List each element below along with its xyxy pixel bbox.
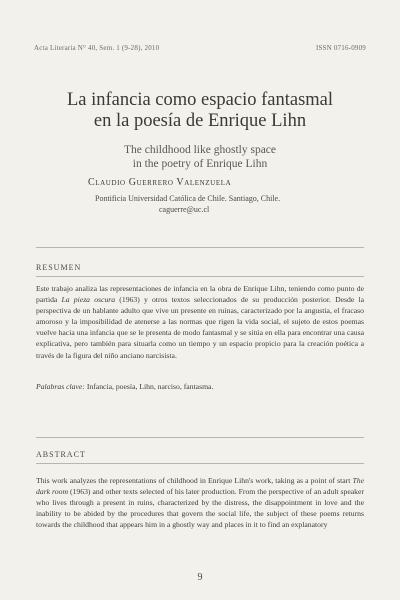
- issn: ISSN 0716-0909: [315, 44, 366, 52]
- journal-citation: Acta Literaria N° 40, Sem. 1 (9-28), 2010: [34, 44, 160, 52]
- resumen-text: [36, 283, 364, 361]
- subtitle-line-2: in the poetry of Enrique Lihn: [132, 158, 268, 170]
- divider: [36, 247, 364, 248]
- abstract-text: [36, 475, 364, 530]
- title-line-2: en la poesía de Enrique Lihn: [93, 111, 307, 131]
- english-title: [0, 143, 400, 171]
- running-head: [34, 44, 366, 52]
- keywords-text: Infancia, poesía, Lihn, narciso, fantasma.: [84, 382, 214, 391]
- author-email: caguerre@uc.cl: [159, 205, 210, 214]
- abstract-text-part: This work analyzes the representations of childhood in Enrique Lihn's work, taking as a point of start: [36, 476, 353, 485]
- cited-work-title: The dark room: [36, 476, 364, 497]
- page-number: 9: [197, 572, 203, 583]
- cited-work-title: La pieza oscura: [61, 295, 116, 305]
- author-affiliation: [95, 193, 340, 215]
- abstract-heading: ABSTRACT: [36, 450, 86, 459]
- subtitle-line-1: The childhood like ghostly space: [123, 144, 277, 156]
- keywords: [36, 382, 364, 391]
- resumen-text-part: (1963) y otros textos seleccionados de su producción posterior. Desde la perspectiva de un hablante adulto que vive un presente en ruinas, caracterizado por la angustia, el fracaso amoroso y la imposibilidad de atenerse a las normas que rigen la vida social, el sujeto de estos poemas vuelve hacia una infancia que se le presenta de modo fantasmal y se sitúa en ella para encontrar una causa explicativa, pero también para situarla como un tiempo y un espacio propicio para la creación poética a través de la figura del niño anciano narcisista.: [36, 295, 364, 360]
- resumen-text-part: Este trabajo analiza las representaciones de infancia en la obra de Enrique Lihn, teniendo como punto de partida: [36, 284, 364, 305]
- abstract-text-part: (1963) and other texts selected of his later production. From the perspective of an adult speaker who lives through a present in ruins, characterized by the distress, the disappointment in love and the inability to be abided by the procedures that govern the social life, the subject of these poems returns towards the childhood that appears him in a ghostly way and places in it to find an explanatory: [36, 487, 364, 530]
- article-title: [0, 90, 400, 132]
- divider: [36, 463, 364, 464]
- keywords-label: Palabras clave:: [36, 382, 85, 391]
- divider: [36, 276, 364, 277]
- affiliation-text: Pontificia Universidad Católica de Chile. Santiago, Chile.: [95, 194, 281, 203]
- resumen-heading: RESUMEN: [36, 263, 82, 272]
- title-line-1: La infancia como espacio fantasmal: [66, 90, 334, 110]
- author-name: Claudio Guerrero Valenzuela: [88, 177, 232, 188]
- divider: [36, 437, 364, 438]
